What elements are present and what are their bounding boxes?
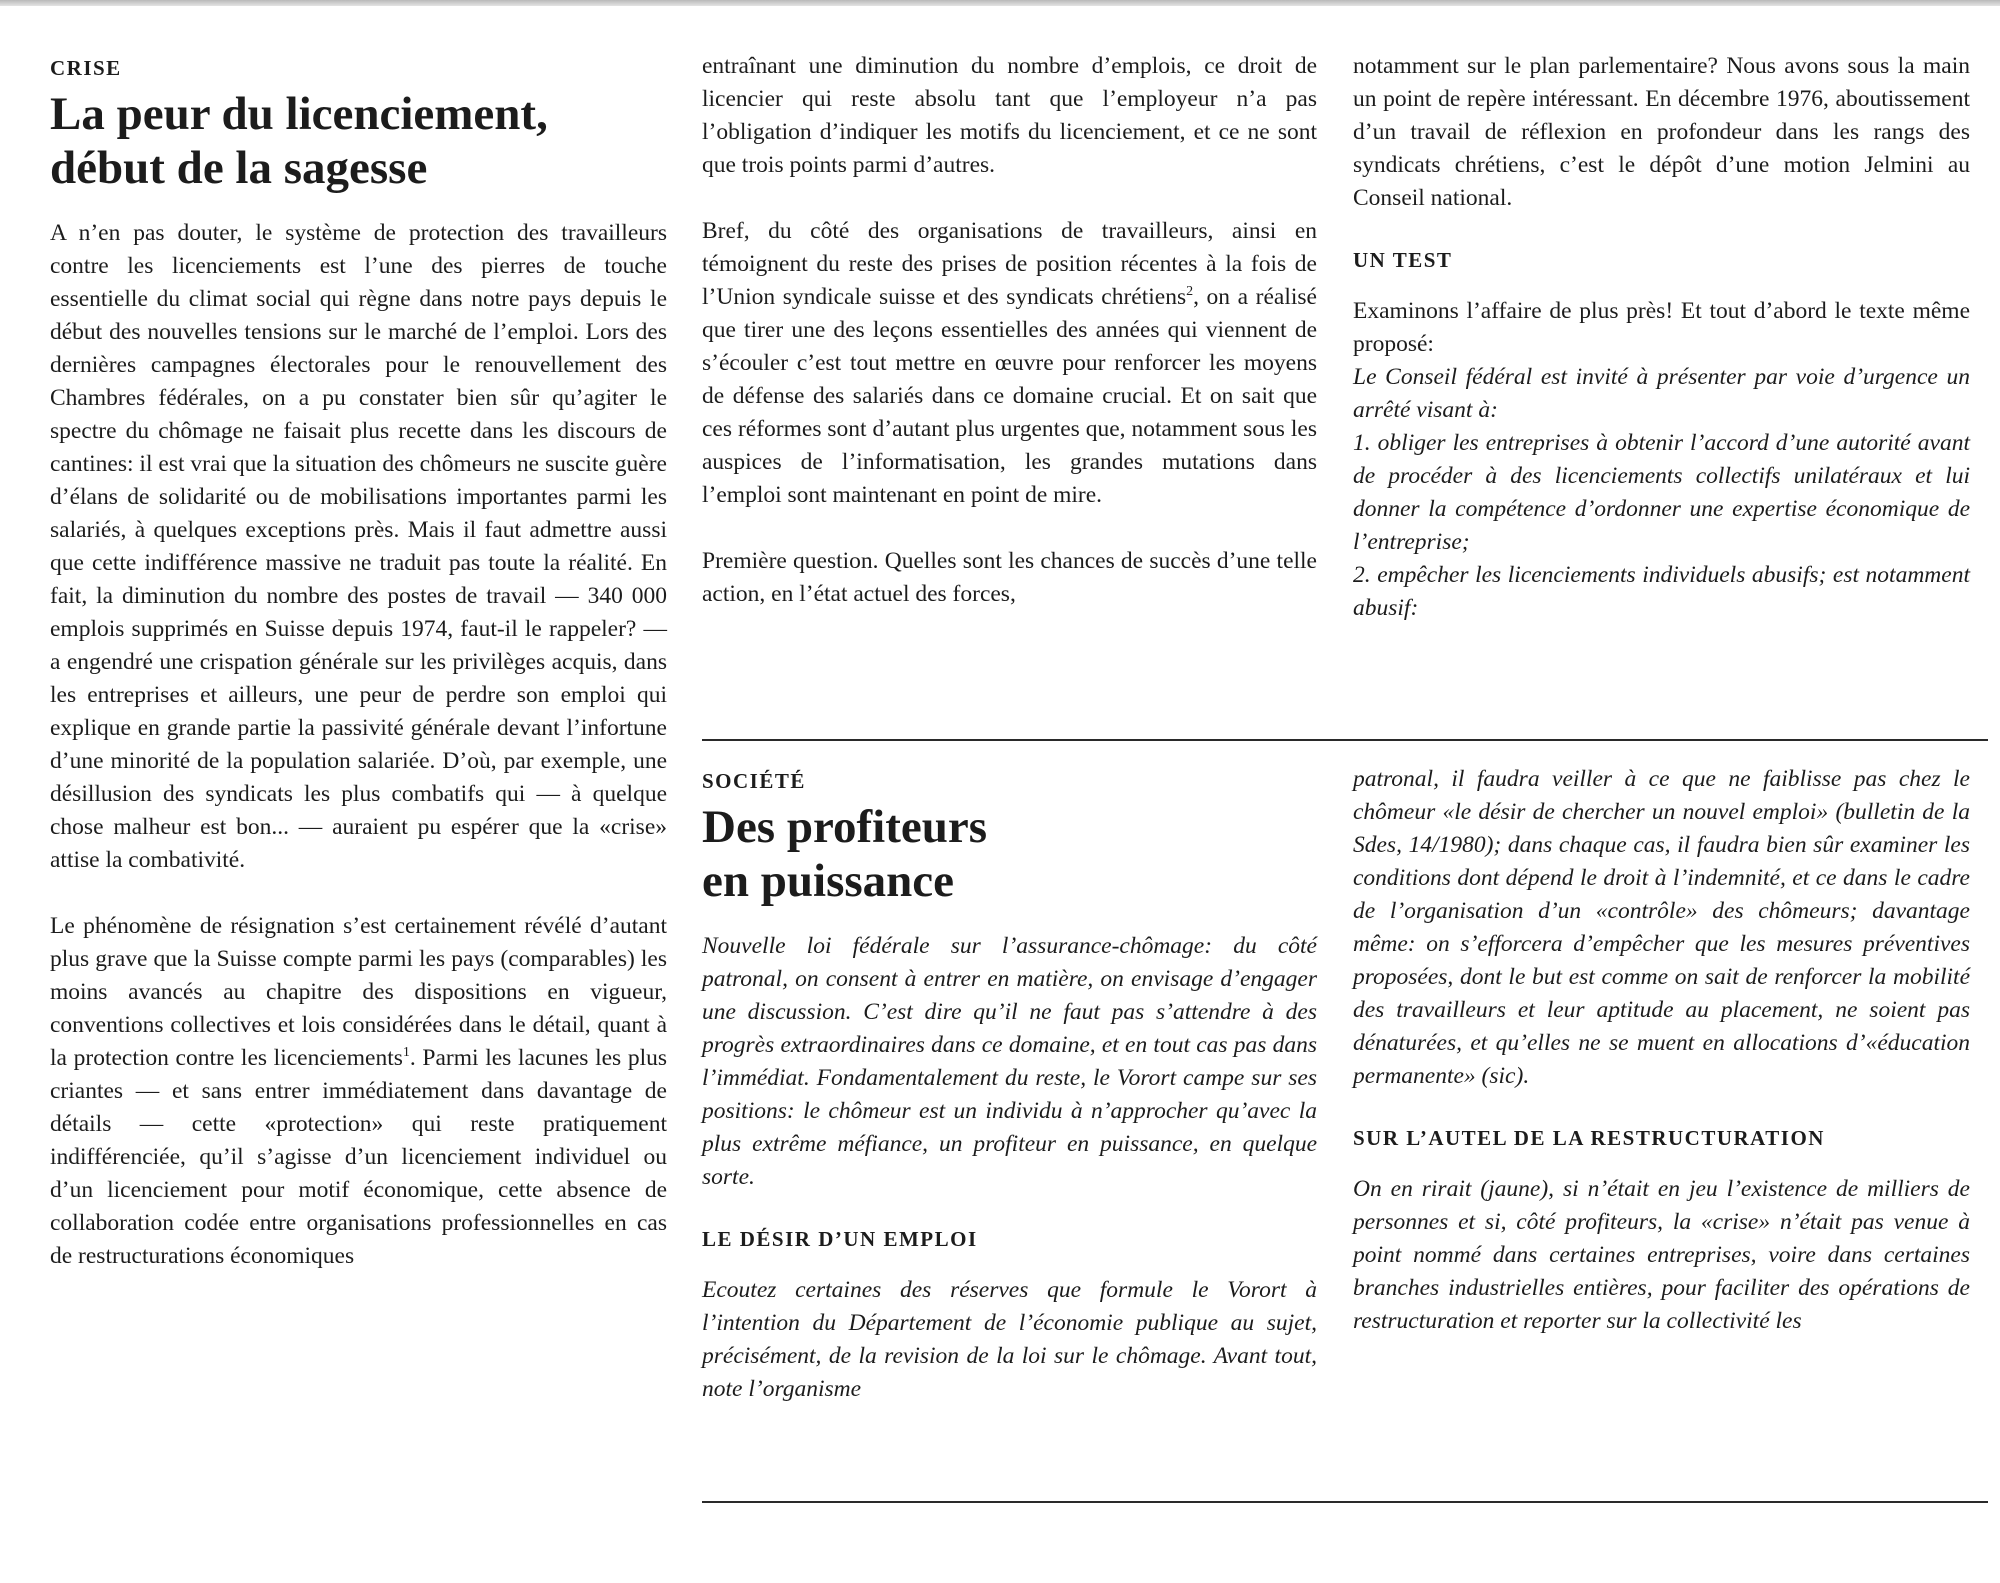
article-crise-headline: [50, 87, 667, 195]
article-societe-headline: [702, 800, 1317, 908]
headline-line-2: en puissance: [702, 855, 955, 907]
headline-line-1: La peur du licenciement,: [50, 88, 548, 140]
article-societe-column-1: [702, 763, 1317, 1406]
article-crise-kicker: CRISE: [50, 56, 122, 80]
article-societe-column-2: [1353, 763, 1970, 1338]
subhead-autel-restructuration: SUR L’AUTEL DE LA RESTRUCTURATION: [1353, 1126, 1825, 1150]
paragraph-text: Bref, du côté des organisations de travailleurs, ainsi en témoignent du reste des prises de position récentes à la fois de l’Union syndicale suisse et des syndicats chrétiens: [702, 218, 1317, 310]
article-crise-column-3: [1353, 50, 1970, 625]
paragraph-text: . Parmi les lacunes les plus criantes — et sans entrer immédiatement dans davantage de détails — cette «protection» qui reste pratiquement indifférenciée, qu’il s’agisse d’un licenciement individuel ou d’un licenciement pour motif économique, cette absence de collaboration codée entre organisations professionnelles en cas de restructurations économiques: [50, 1045, 668, 1269]
footnote-ref: 2: [1186, 284, 1194, 300]
paragraph-text: , on a réalisé que tirer une des leçons essentielles des années qui viennent de s’écouler c’est tout mettre en œuvre pour renforcer les moyens de défense des salariés dans ce domaine crucial. Et on sait que ces réformes sont d’autant plus urgentes que, notamment sous les auspices de l’informatisation, les grandes mutations dans l’emploi sont maintenant en point de mire.: [702, 284, 1317, 508]
article-crise-column-2: [702, 50, 1317, 611]
paragraph: Examinons l’affaire de plus près! Et tout d’abord le texte même proposé:: [1353, 298, 1970, 357]
article-crise-column-1: [50, 50, 667, 1273]
quote-paragraph: Le Conseil fédéral est invité à présenter par voie d’urgence un arrêté visant à:: [1353, 364, 1970, 423]
headline-line-1: Des profiteurs: [702, 801, 988, 853]
article-societe-kicker: SOCIÉTÉ: [702, 769, 806, 793]
paragraph: Première question. Quelles sont les chances de succès d’une telle action, en l’état actuel des forces,: [702, 548, 1317, 607]
lead-paragraph: Nouvelle loi fédérale sur l’assurance-chômage: du côté patronal, on consent à entrer en matière, on envisage d’engager une discussion. C’est dire qu’il ne faut pas s’attendre à des progrès extraordinaires dans ce domaine, et en tout cas pas dans l’immédiat. Fondamentalement du reste, le Vorort campe sur ses positions: le chômeur est un individu à n’approcher qu’avec la plus extrême méfiance, un profiteur en puissance, en quelque sorte.: [702, 933, 1317, 1190]
quote-paragraph: 2. empêcher les licenciements individuels abusifs; est notamment abusif:: [1353, 562, 1970, 621]
paragraph-text: Le phénomène de résignation s’est certainement révélé d’autant plus grave que la Suisse compte parmi les pays (comparables) les moins avancés au chapitre des dispositions en vigueur, conventions collectives et lois considérées dans le détail, quant à la protection contre les licenciements: [50, 913, 667, 1071]
paragraph: A n’en pas douter, le système de protection des travailleurs contre les licenciements est l’une des pierres de touche essentielle du climat social qui règne dans notre pays depuis le début des nouvelles tensions sur le marché de l’emploi. Lors des dernières campagnes électorales pour le renouvellement des Chambres fédérales, on a pu constater bien sûr qu’agiter le spectre du chômage ne faisait plus recette dans les discours de cantines: il est vrai que la situation des chômeurs ne suscite guère d’élans de solidarité ou de mobilisations importantes parmi les salariés, à quelques exceptions près. Mais il faut admettre aussi que cette indifférence massive ne traduit pas toute la réalité. En fait, la diminution du nombre des postes de travail — 340 000 emplois supprimés en Suisse depuis 1974, faut-il le rappeler? — a engendré une crispation générale sur les privilèges acquis, dans les entreprises et ailleurs, une peur de perdre son emploi qui explique en grande partie la passivité générale devant l’infortune d’une minorité de la population salariée. D’où, par exemple, une désillusion des syndicats les plus combatifs qui — à quelque chose malheur est bon... — auraient pu espérer que la «crise» attise la combativité.: [50, 220, 667, 873]
paragraph: [702, 215, 1317, 512]
section-divider: [702, 1501, 1988, 1503]
subhead-un-test: UN TEST: [1353, 248, 1453, 272]
paragraph: [50, 910, 667, 1273]
footnote-ref: 1: [402, 1045, 410, 1061]
quote-paragraph: 1. obliger les entreprises à obtenir l’accord d’une autorité avant de procéder à des licenciements collectifs unilatéraux et lui donner la compétence d’ordonner une expertise économique de l’entreprise;: [1353, 430, 1970, 555]
paragraph: notamment sur le plan parlementaire? Nous avons sous la main un point de repère intéressant. En décembre 1976, aboutissement d’un travail de réflexion en profondeur dans les rangs des syndicats chrétiens, c’est le dépôt d’une motion Jelmini au Conseil national.: [1353, 53, 1970, 211]
subhead-desir-emploi: LE DÉSIR D’UN EMPLOI: [702, 1227, 978, 1251]
paragraph: entraînant une diminution du nombre d’emplois, ce droit de licencier qui reste absolu tant que l’employeur n’a pas l’obligation d’indiquer les motifs du licenciement, et ce ne sont que trois points parmi d’autres.: [702, 53, 1317, 178]
headline-line-2: début de la sagesse: [50, 142, 428, 194]
scan-top-edge: [0, 0, 2000, 6]
paragraph: patronal, il faudra veiller à ce que ne faiblisse pas chez le chômeur «le désir de chercher un nouvel emploi» (bulletin de la Sdes, 14/1980); dans chaque cas, il faudra bien sûr examiner les conditions dont dépend le droit à l’indemnité, et ce dans le cadre de l’organisation d’un «contrôle» des chômeurs; davantage même: on s’efforcera d’empêcher que les mesures préventives proposées, dont le but est comme on sait de renforcer la mobilité des travailleurs et leur aptitude au placement, ne soient pas dénaturées, et qu’elles ne se muent en allocations d’«éducation permanente» (sic).: [1353, 766, 1970, 1089]
paragraph: On en rirait (jaune), si n’était en jeu l’existence de milliers de personnes et si, côté profiteurs, la «crise» n’était pas venue à point nommé dans certaines entreprises, voire dans certaines branches industrielles entières, pour faciliter des opérations de restructuration et reporter sur la collectivité les: [1353, 1176, 1970, 1334]
paragraph: Ecoutez certaines des réserves que formule le Vorort à l’intention du Département de l’économie publique au sujet, précisément, de la revision de la loi sur le chômage. Avant tout, note l’organisme: [702, 1277, 1317, 1402]
section-divider: [702, 739, 1988, 741]
